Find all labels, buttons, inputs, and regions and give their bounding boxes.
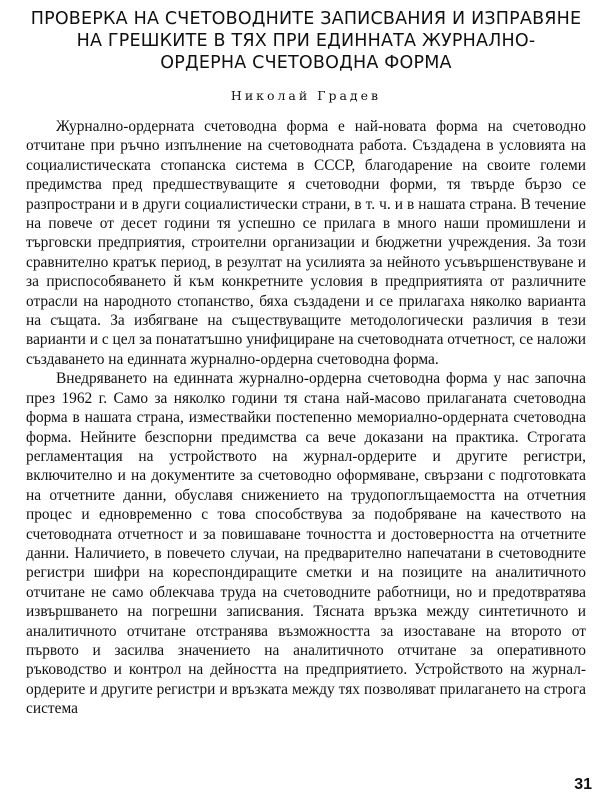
article-title-line-3: ОРДЕРНА СЧЕТОВОДНА ФОРМА: [160, 53, 452, 73]
article-author: Николай Градев: [230, 88, 382, 103]
paragraph-1: Журнално-ордерната счетоводна форма е най-новата форма на счетоводно отчитане при ръчно изпълнение на счетоводната работа. Създадена в условията на социалистическата стопанска система в СССР, благодарение на своите големи предимства пред предшествуващите я счетоводни форми, тя твърде бързо се разпространи и в други социалистически страни, в т. ч. и в нашата страна. В течение на повече от десет години тя успешно се прилага в много наши промишлени и търговски предприятия, строителни организации и бюджетни учреждения. За този сравнително кратък период, в резултат на усилията за нейното усъвършенствуване и за приспособяването й към конкретните условия в предприятията от различните отрасли на народното стопанство, бяха създадени и се прилагаха няколко варианта на същата. За избягване на съществуващите методологически различия в тези варианти и с цел за понататъшно унифициране на счетоводната отчетност, се наложи създаването на единната журнално-ордерна счетоводна форма.: [26, 118, 586, 368]
article-title-line-1: ПРОВЕРКА НА СЧЕТОВОДНИТЕ ЗАПИСВАНИЯ И ИЗПРАВЯНЕ: [30, 9, 582, 29]
article-title: [26, 8, 586, 74]
page-number: 31: [574, 776, 592, 793]
article-body: [26, 117, 586, 719]
article-title-line-2: НА ГРЕШКИТЕ В ТЯХ ПРИ ЕДИННАТА ЖУРНАЛНО-: [76, 31, 536, 51]
paragraph-2: Внедряването на единната журнално-ордерна счетоводна форма у нас започна през 1962 г. Само за няколко години тя стана най-масово прилаганата счетоводна форма в нашата страна, измествайки постепенно мемориално-ордерната счетоводна форма. Нейните безспорни предимства са вече доказани на практика. Строгата регламентация на устройството на журнал-ордерите и другите регистри, включително и на документите за счетоводно оформяване, свързани с подготовката на отчетните данни, обуславя снижението на трудопоглъщаемостта на отчетния процес и едновременно с това способствува за подобряване на качеството на счетоводната отчетност и за повишаване точността и достоверността на отчетните данни. Наличието, в повечето случаи, на предварително напечатани в счетоводните регистри шифри на кореспондиращите сметки и на позиците на аналитичното отчитане не само облекчава труда на счетоводните работници, но и предотвратява извършването на погрешни записвания. Тясната връзка между синтетичното и аналитичното отчитане отстранява възможността за изоставане на второто от първото и засилва значението на аналитичното отчитане за оперативното ръководство и контрол на дейността на предприятието. Устройството на журнал-ордерите и другите регистри и връзката между тях позволяват прилагането на строга система: [26, 370, 586, 718]
